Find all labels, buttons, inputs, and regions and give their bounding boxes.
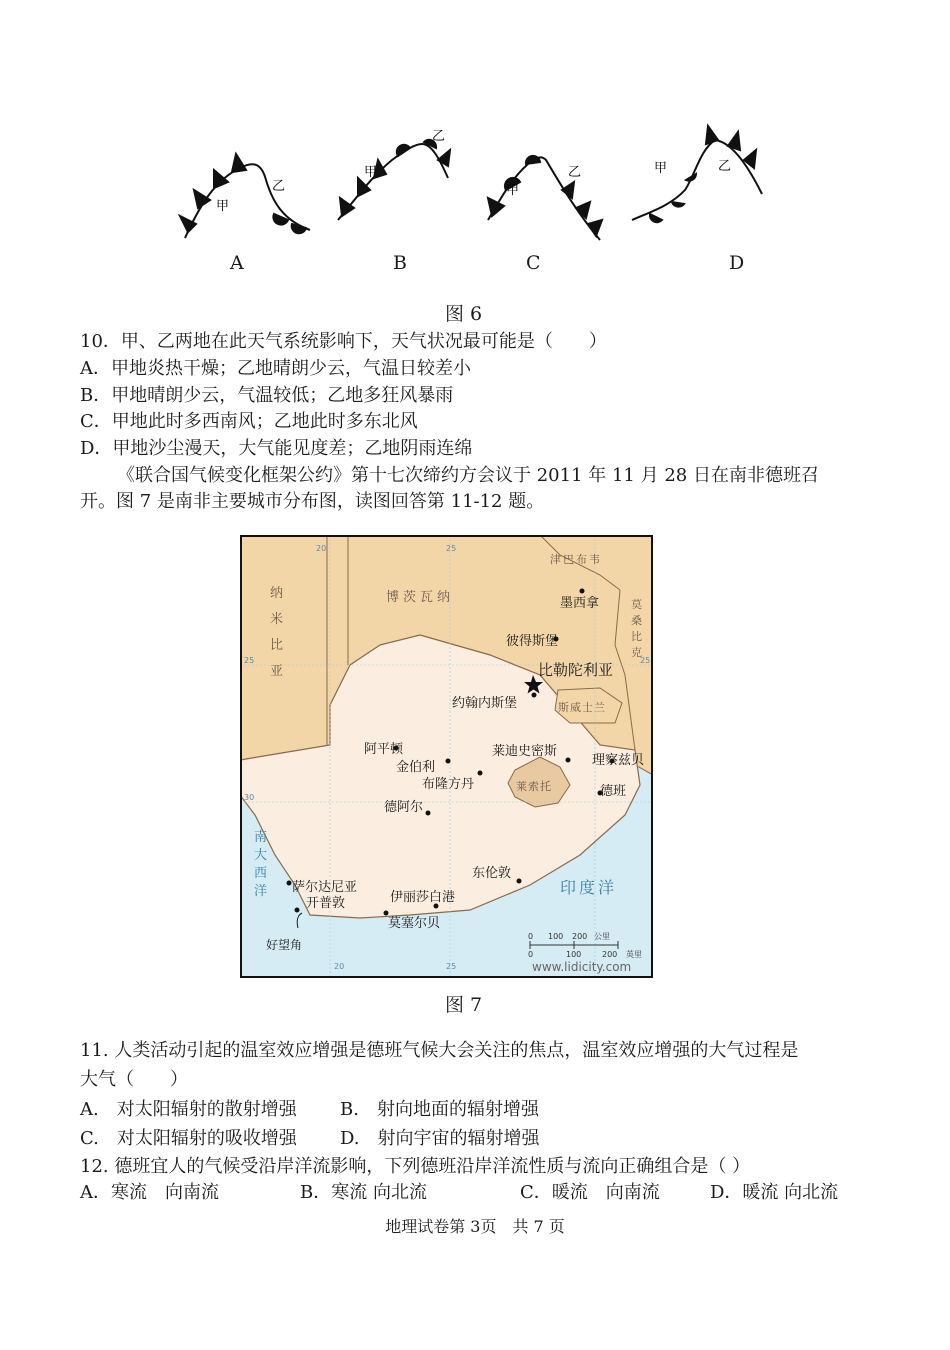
q10-option-c: C．甲地此时多西南风；乙地此时多东北风 xyxy=(80,411,418,432)
south-africa-map xyxy=(240,535,653,978)
q10-option-d: D．甲地沙尘漫天，大气能见度差；乙地阴雨连绵 xyxy=(80,438,473,459)
label-atlantic-2: 大 xyxy=(254,848,268,863)
diagram-b xyxy=(338,140,450,220)
label-namibia-3: 比 xyxy=(270,638,284,653)
scale-mi-0: 0 xyxy=(528,950,534,959)
q12-option-d: D．暖流 向北流 xyxy=(710,1182,839,1203)
q12-stem: 12. 德班宜人的气候受沿岸洋流影响，下列德班沿岸洋流性质与流向正确组合是（ ） xyxy=(80,1156,751,1177)
scale-mi-100: 100 xyxy=(566,950,582,959)
grid-label-lon25-top: 25 xyxy=(446,544,457,553)
q11-stem-line1: 11. 人类活动引起的温室效应增强是德班气候大会关注的焦点，温室效应增强的大气过程是 xyxy=(80,1040,799,1061)
dot-musina xyxy=(580,589,585,594)
figure7-caption: 图 7 xyxy=(445,994,483,1016)
q10-option-b: B．甲地晴朗少云，气温较低；乙地多狂风暴雨 xyxy=(80,385,454,406)
diagram-c-yi: 乙 xyxy=(568,165,582,180)
diagram-a-jia: 甲 xyxy=(216,199,230,214)
label-saldanha: 萨尔达尼亚 xyxy=(292,880,358,895)
dot-cape-town xyxy=(295,908,300,913)
grid-label-lat30-left: 30 xyxy=(244,793,255,802)
label-east-london: 东伦敦 xyxy=(472,866,512,881)
grid-label-lat25-left: 25 xyxy=(244,656,255,665)
label-johannesburg: 约翰内斯堡 xyxy=(452,696,518,711)
diagram-c-jia: 甲 xyxy=(506,183,520,198)
label-mozambique-3: 比 xyxy=(631,630,642,643)
scale-mi-200: 200 xyxy=(602,950,618,959)
label-namibia-4: 亚 xyxy=(270,664,284,679)
label-mozambique-1: 莫 xyxy=(631,598,642,611)
scale-mi-unit: 英里 xyxy=(626,950,642,959)
label-kimberley: 金伯利 xyxy=(396,760,436,775)
diagram-letter-b: B xyxy=(393,252,407,274)
diagram-b-jia: 甲 xyxy=(364,165,378,180)
grid-label-lon20-top: 20 xyxy=(316,544,327,553)
label-port-elizabeth: 伊丽莎白港 xyxy=(390,890,456,905)
q10-stem: 10．甲、乙两地在此天气系统影响下，天气状况最可能是（ ） xyxy=(80,331,607,352)
dot-mossel-bay xyxy=(384,911,389,916)
q11-option-a: A. 对太阳辐射的散射增强 xyxy=(80,1099,297,1120)
label-ladysmith: 莱迪史密斯 xyxy=(492,744,558,759)
diagram-letter-d: D xyxy=(729,252,745,274)
diagram-d-jia: 甲 xyxy=(654,161,668,176)
label-mozambique-2: 桑 xyxy=(631,614,642,627)
label-richards-bay: 理察兹贝 xyxy=(592,753,645,768)
label-botswana: 博茨瓦纳 xyxy=(386,590,455,605)
diagram-b-yi: 乙 xyxy=(432,129,446,144)
q12-option-c: C．暖流 向南流 xyxy=(520,1182,660,1203)
label-mozambique-4: 克 xyxy=(631,646,642,659)
q11-option-d: D. 射向宇宙的辐射增强 xyxy=(340,1128,540,1149)
diagram-d-yi: 乙 xyxy=(718,159,732,174)
page-footer: 地理试卷第 3页 共 7 页 xyxy=(385,1217,565,1236)
label-zimbabwe: 津巴布韦 xyxy=(550,553,602,566)
scale-km-100: 100 xyxy=(548,932,564,941)
scale-km-200: 200 xyxy=(572,932,588,941)
label-bloemfontein: 布隆方丹 xyxy=(422,777,475,792)
intro-line1: 《联合国气候变化框架公约》第十七次缔约方会议于 2011 年 11 月 28 日在南非德班召 xyxy=(117,465,819,486)
scale-km-unit: 公里 xyxy=(594,932,610,941)
diagram-letter-c: C xyxy=(526,252,541,274)
dot-saldanha xyxy=(287,881,292,886)
diagram-a-yi: 乙 xyxy=(272,179,286,194)
dot-east-london xyxy=(517,879,522,884)
dot-kimberley xyxy=(446,759,451,764)
label-swaziland: 斯威士兰 xyxy=(558,701,606,714)
dot-ladysmith xyxy=(566,758,571,763)
q12-option-a: A．寒流 向南流 xyxy=(80,1182,219,1203)
grid-label-lat25-right: 25 xyxy=(640,656,651,665)
dot-de-aar xyxy=(426,811,431,816)
label-cape-good-hope: 好望角 xyxy=(266,938,303,952)
label-de-aar: 德阿尔 xyxy=(384,800,424,815)
label-cape-town: 开普敦 xyxy=(306,896,346,911)
label-upington: 阿平顿 xyxy=(364,742,404,757)
grid-label-lon25-bottom: 25 xyxy=(446,962,457,971)
label-polokwane: 彼得斯堡 xyxy=(506,634,559,649)
q10-option-a: A．甲地炎热干燥；乙地晴朗少云，气温日较差小 xyxy=(80,358,471,379)
diagram-a xyxy=(180,154,310,238)
map-credit: www.lidicity.com xyxy=(532,960,632,974)
label-mossel-bay: 莫塞尔贝 xyxy=(388,916,441,931)
dot-johannesburg xyxy=(532,693,537,698)
q11-option-c: C. 对太阳辐射的吸收增强 xyxy=(80,1128,297,1149)
q11-option-b: B. 射向地面的辐射增强 xyxy=(340,1099,539,1120)
label-namibia-1: 纳 xyxy=(270,586,284,601)
label-atlantic-4: 洋 xyxy=(254,884,268,899)
figure6-diagrams xyxy=(170,120,780,250)
scale-km-0: 0 xyxy=(528,932,534,941)
label-musina: 墨西拿 xyxy=(560,596,600,611)
q12-option-b: B．寒流 向北流 xyxy=(300,1182,427,1203)
label-durban: 德班 xyxy=(600,784,627,799)
intro-line2: 开。图 7 是南非主要城市分布图，读图回答第 11-12 题。 xyxy=(80,491,545,512)
label-lesotho: 莱索托 xyxy=(516,780,552,793)
label-atlantic-1: 南 xyxy=(254,830,268,845)
dot-bloemfontein xyxy=(478,771,483,776)
q11-stem-line2: 大气（ ） xyxy=(80,1069,188,1090)
label-namibia-2: 米 xyxy=(270,612,284,627)
label-pretoria: 比勒陀利亚 xyxy=(538,661,614,679)
grid-label-lon20-bottom: 20 xyxy=(334,962,345,971)
label-indian-ocean: 印度洋 xyxy=(560,878,618,897)
figure6-caption: 图 6 xyxy=(445,303,483,325)
diagram-d xyxy=(632,126,762,222)
diagram-letter-a: A xyxy=(230,252,244,274)
label-atlantic-3: 西 xyxy=(254,866,268,881)
